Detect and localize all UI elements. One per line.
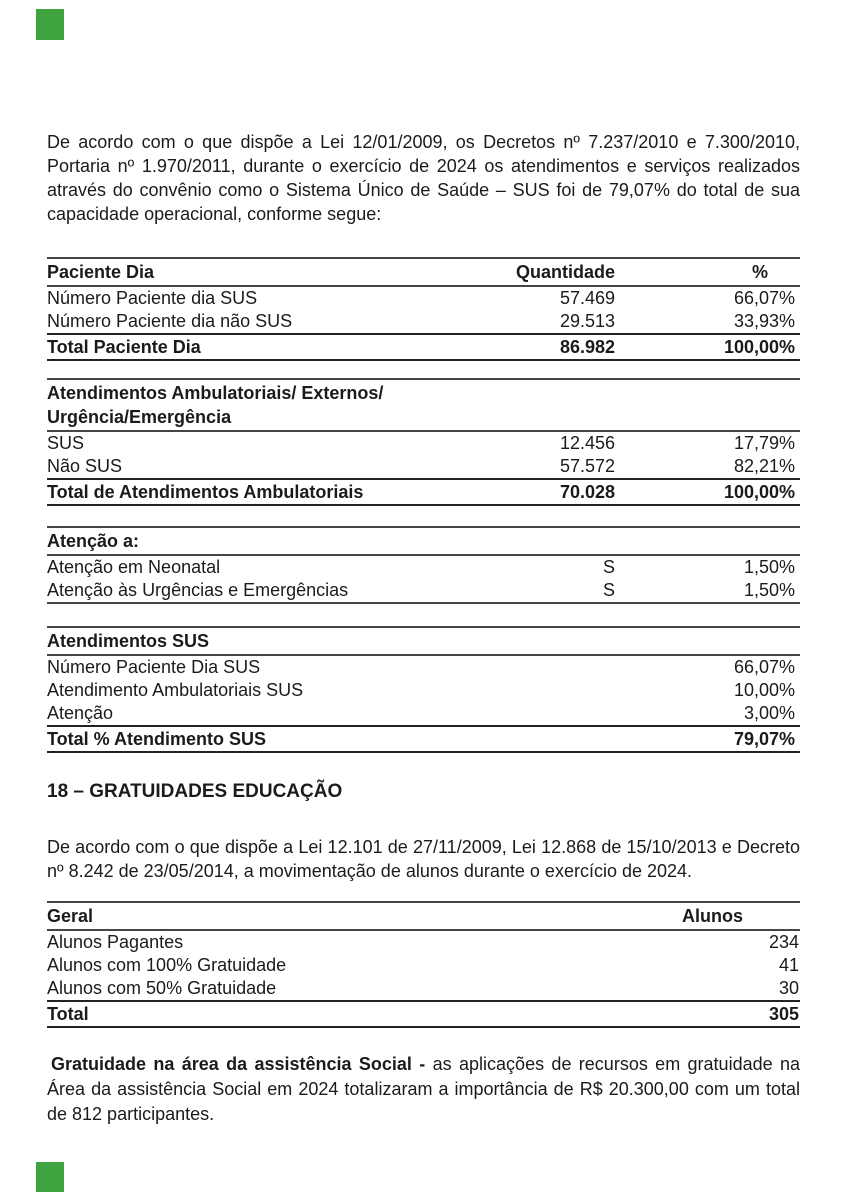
row-percent: 3,00% [743, 703, 795, 723]
row-percent: 1,50% [743, 580, 795, 600]
row-percent: 33,93% [733, 311, 795, 331]
gratuidade-social-text: as aplicações de recursos em gratuidade na Área da assistência Social em 2024 totalizaram a importância de R$ 20.300,00 com um total de 812 participantes. [47, 1054, 800, 1124]
row-percent: 66,07% [733, 657, 795, 677]
total-value: 305 [768, 1004, 799, 1024]
row-percent: 1,50% [743, 557, 795, 577]
row-value: 234 [768, 932, 799, 952]
row-label: Atenção em Neonatal [47, 557, 221, 577]
row-label: Atenção [47, 703, 114, 723]
table-row [47, 702, 800, 725]
row-label: Alunos com 100% Gratuidade [47, 955, 287, 975]
row-label: Número Paciente dia não SUS [47, 311, 293, 331]
col-header-geral: Geral [47, 906, 94, 926]
total-percent: 79,07% [733, 729, 795, 749]
table-header-row [47, 528, 800, 556]
total-label: Total [47, 1004, 89, 1024]
row-quantity: 12.456 [559, 433, 615, 453]
col-header-quantidade: Quantidade [515, 262, 615, 282]
table-title [47, 381, 468, 429]
table-header-row [47, 628, 800, 656]
green-accent-bottom [36, 1162, 64, 1192]
col-header-alunos: Alunos [682, 906, 743, 926]
total-quantity: 86.982 [559, 337, 615, 357]
table-title-line1: Atendimentos Ambulatoriais/ Externos/ [47, 383, 384, 403]
col-header-paciente-dia: Paciente Dia [47, 262, 155, 282]
row-value: 41 [778, 955, 799, 975]
row-value: 30 [778, 978, 799, 998]
table-total-row [47, 478, 800, 506]
table-total-row [47, 1000, 800, 1028]
row-label: SUS [47, 433, 85, 453]
total-label: Total % Atendimento SUS [47, 729, 267, 749]
table-atencao [47, 526, 800, 604]
table-row [47, 954, 800, 977]
table-row [47, 432, 800, 455]
table-header-row [47, 380, 800, 432]
row-quantity: 57.572 [559, 456, 615, 476]
table-row [47, 556, 800, 579]
total-quantity: 70.028 [559, 482, 615, 502]
row-label: Alunos com 50% Gratuidade [47, 978, 277, 998]
gratuidade-social-lead: Gratuidade na área da assistência Social - [51, 1054, 433, 1074]
row-quantity: 57.469 [559, 288, 615, 308]
document-content [47, 130, 800, 1127]
intro-paragraph: De acordo com o que dispõe a Lei 12/01/2009, os Decretos nº 7.237/2010 e 7.300/2010, Portaria nº 1.970/2011, durante o exercício de 2024 os atendimentos e serviços realizados através do convênio como o Sistema Único de Saúde – SUS foi de 79,07% do total de sua capacidade operacional, conforme segue: [47, 132, 800, 224]
row-label: Atenção às Urgências e Emergências [47, 580, 349, 600]
row-percent: 66,07% [733, 288, 795, 308]
table-alunos [47, 901, 800, 1028]
row-flag: S [602, 557, 615, 577]
table-title: Atendimentos SUS [47, 631, 210, 651]
table-atendimentos-sus [47, 626, 800, 753]
table-row [47, 977, 800, 1000]
total-label: Total Paciente Dia [47, 337, 201, 357]
table-title-line2: Urgência/Emergência [47, 407, 232, 427]
table-row [47, 931, 800, 954]
total-label: Total de Atendimentos Ambulatoriais [47, 482, 364, 502]
table-total-row [47, 333, 800, 361]
row-label: Não SUS [47, 456, 123, 476]
table-row [47, 679, 800, 702]
table-row [47, 656, 800, 679]
table-row [47, 579, 800, 602]
row-quantity: 29.513 [559, 311, 615, 331]
row-percent: 10,00% [733, 680, 795, 700]
row-percent: 17,79% [733, 433, 795, 453]
table-title: Atenção a: [47, 531, 140, 551]
table-row [47, 310, 800, 333]
col-header-percent: % [751, 262, 768, 282]
table-header-row [47, 259, 800, 287]
educacao-paragraph: De acordo com o que dispõe a Lei 12.101 de 27/11/2009, Lei 12.868 de 15/10/2013 e Decreto nº 8.242 de 23/05/2014, a movimentação de alunos durante o exercício de 2024. [47, 837, 800, 881]
row-label: Alunos Pagantes [47, 932, 184, 952]
row-label: Atendimento Ambulatoriais SUS [47, 680, 304, 700]
table-paciente-dia [47, 257, 800, 361]
row-percent: 82,21% [733, 456, 795, 476]
row-flag: S [602, 580, 615, 600]
row-label: Número Paciente dia SUS [47, 288, 258, 308]
section-heading-gratuidades-educacao: 18 – GRATUIDADES EDUCAÇÃO [47, 781, 343, 802]
table-atendimentos-ambulatoriais [47, 378, 800, 506]
total-percent: 100,00% [723, 482, 795, 502]
table-total-row [47, 725, 800, 753]
table-row [47, 287, 800, 310]
table-row [47, 455, 800, 478]
gratuidade-social-paragraph [47, 1052, 800, 1127]
table-header-row [47, 903, 800, 931]
total-percent: 100,00% [723, 337, 795, 357]
green-accent-top [36, 9, 64, 40]
row-label: Número Paciente Dia SUS [47, 657, 261, 677]
